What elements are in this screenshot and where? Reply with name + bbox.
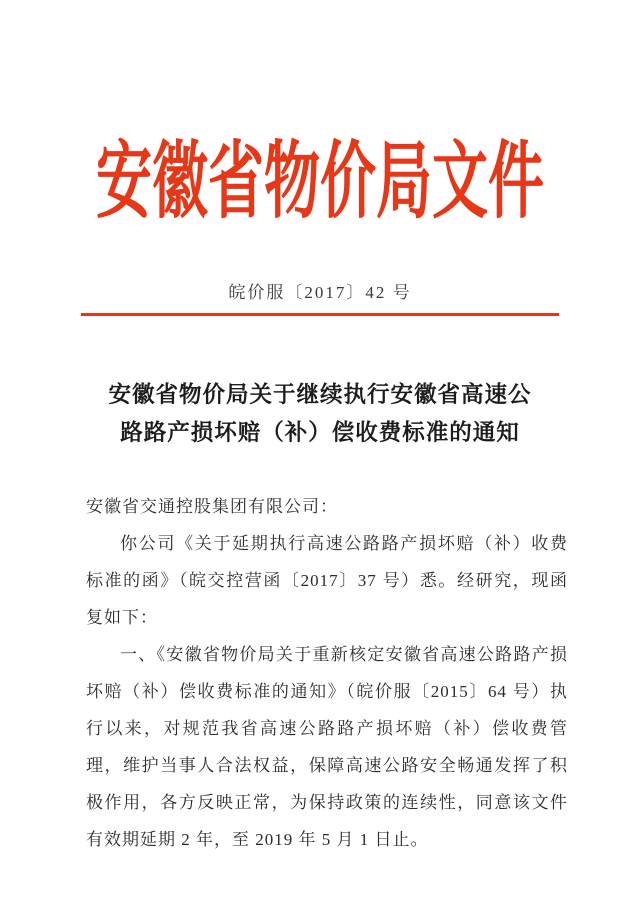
body-paragraph: 你公司《关于延期执行高速公路路产损坏赔（补）收费标准的函》（皖交控营函〔2017〕37 号）悉。经研究，现函复如下：	[86, 534, 568, 627]
agency-masthead: 安徽省物价局文件	[96, 136, 544, 230]
document-body	[86, 488, 568, 858]
document-title-line-2: 路路产损坏赔（补）偿收费标准的通知	[120, 420, 520, 445]
document-title-line-1: 安徽省物价局关于继续执行安徽省高速公	[108, 382, 532, 407]
recipient-line: 安徽省交通控股集团有限公司：	[86, 497, 338, 516]
header-divider	[81, 313, 559, 316]
document-title	[0, 376, 640, 452]
document-header	[0, 0, 640, 230]
document-number: 皖价服〔2017〕42 号	[228, 283, 412, 302]
body-paragraph: 一、《安徽省物价局关于重新核定安徽省高速公路路产损坏赔（补）偿收费标准的通知》（皖价服〔2015〕64 号）执行以来，对规范我省高速公路路产损坏赔（补）偿收费管理，维护当事人合法权益，保障高速公路安全畅通发挥了积极作用，各方反映正常，为保持政策的连续性，同意该文件有效期延期 2 年，至 2019 年 5 月 1 日止。	[86, 645, 568, 849]
